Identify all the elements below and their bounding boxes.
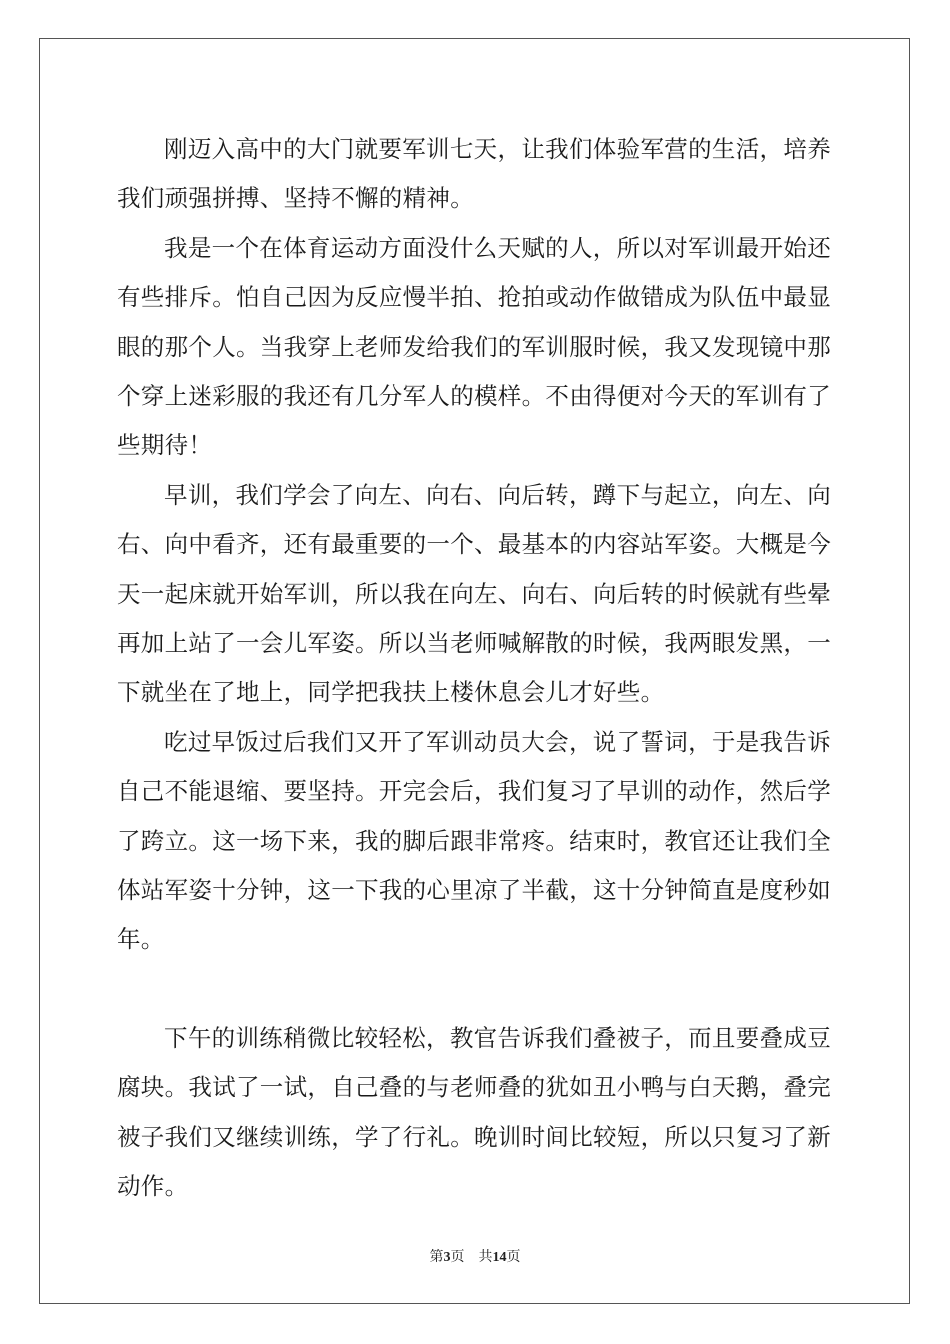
footer-total-suffix: 页	[506, 1249, 521, 1265]
footer-current-page: 3	[443, 1250, 451, 1265]
paragraph-3: 早训，我们学会了向左、向右、向后转，蹲下与起立，向左、向右、向中看齐，还有最重要的一个、最基本的内容站军姿。大概是今天一起床就开始军训，所以我在向左、向右、向后转的时候就有些晕再加上站了一会儿军姿。所以当老师喊解散的时候，我两眼发黑，一下就坐在了地上，同学把我扶上楼休息会儿才好些。	[117, 481, 831, 707]
paragraph-5: 下午的训练稍微比较轻松，教官告诉我们叠被子，而且要叠成豆腐块。我试了一试，自己叠的与老师叠的犹如丑小鸭与白天鹅，叠完被子我们又继续训练，学了行礼。晚训时间比较短，所以只复习了新动作。	[117, 1024, 831, 1200]
paragraph-1: 刚迈入高中的大门就要军训七天，让我们体验军营的生活，培养我们顽强拼搏、坚持不懈的精神。	[117, 135, 831, 213]
footer-page-char: 页	[450, 1249, 465, 1265]
page-footer	[0, 1246, 950, 1266]
footer-total-pages: 14	[492, 1250, 507, 1265]
paragraph-4: 吃过早饭过后我们又开了军训动员大会，说了誓词，于是我告诉自己不能退缩、要坚持。开完会后，我们复习了早训的动作，然后学了跨立。这一场下来，我的脚后跟非常疼。结束时，教官还让我们全体站军姿十分钟，这一下我的心里凉了半截，这十分钟简直是度秒如年。	[117, 728, 831, 954]
paragraph-2: 我是一个在体育运动方面没什么天赋的人，所以对军训最开始还有些排斥。怕自己因为反应慢半拍、抢拍或动作做错成为队伍中最显眼的那个人。当我穿上老师发给我们的军训服时候，我又发现镜中那个穿上迷彩服的我还有几分军人的模样。不由得便对今天的军训有了些期待！	[117, 234, 831, 460]
footer-total-prefix: 共	[478, 1249, 493, 1265]
footer-page-prefix: 第	[429, 1249, 444, 1265]
